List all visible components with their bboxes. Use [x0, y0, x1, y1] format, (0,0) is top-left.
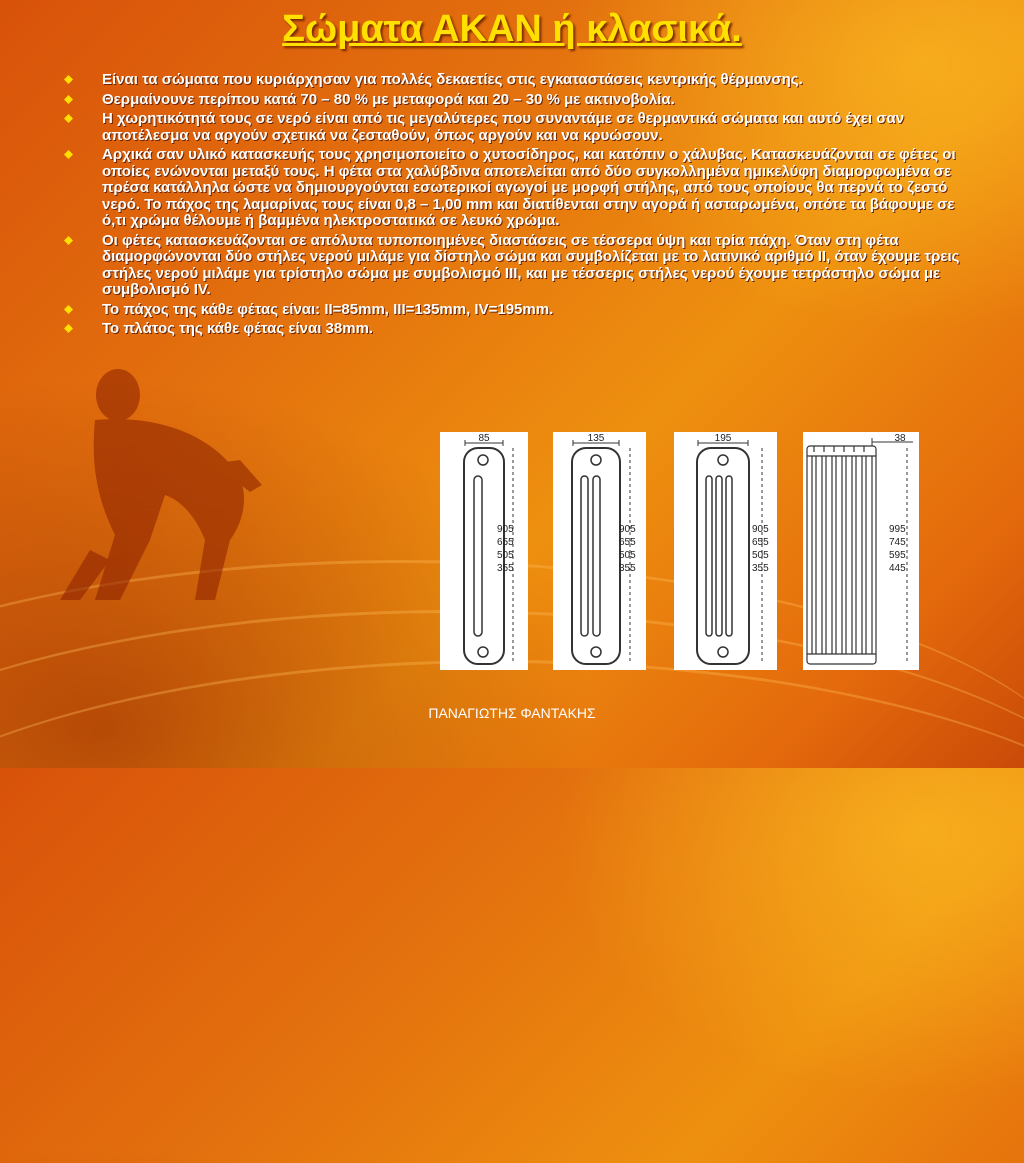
bullet-item — [62, 321, 967, 338]
bullet-item — [62, 92, 967, 109]
bullet-text: Η χωρητικότητά τους σε νερό είναι από τις μεγαλύτερες που συναντάμε σε θερμαντικά σώματα και αυτό έχει σαν αποτέλεσμα να αργούν σχετικά να ζεσταθούν, όπως αργούν και να κρυώσουν. — [102, 110, 905, 144]
bullet-item — [62, 111, 967, 144]
radiator-diagram-3-column — [553, 432, 646, 670]
bullet-diamond-icon — [64, 305, 73, 314]
bullet-diamond-icon — [64, 95, 73, 104]
bullet-text: Το πάχος της κάθε φέτας είναι: ΙΙ=85mm, ΙΙΙ=135mm, ΙV=195mm. — [102, 300, 554, 318]
bullet-item — [62, 147, 967, 230]
footer-author: ΠΑΝΑΓΙΩΤΗΣ ΦΑΝΤΑΚΗΣ — [428, 705, 596, 721]
width-label: 135 — [587, 433, 605, 444]
height-label: 445 — [889, 563, 906, 574]
height-label: 905 — [752, 524, 769, 535]
height-label: 995 — [889, 524, 906, 535]
height-label: 745 — [889, 537, 906, 548]
radiator-diagram-assembled — [803, 432, 919, 670]
bullet-item — [62, 233, 967, 299]
radiator-diagram-2-column — [440, 432, 528, 670]
width-label: 195 — [714, 433, 732, 444]
bullet-item — [62, 72, 967, 89]
radiator-diagram-4-column — [674, 432, 777, 670]
height-label: 355 — [619, 563, 636, 574]
height-label: 905 — [619, 524, 636, 535]
bullet-item — [62, 302, 967, 319]
height-label: 655 — [752, 537, 769, 548]
height-label: 355 — [752, 563, 769, 574]
bullet-diamond-icon — [64, 114, 73, 123]
height-label: 505 — [497, 550, 514, 561]
height-label: 505 — [619, 550, 636, 561]
height-label: 655 — [497, 537, 514, 548]
bullet-list — [62, 72, 967, 341]
slide-title: Σώματα ΑΚΑΝ ή κλασικά. — [282, 8, 742, 50]
bullet-text: Οι φέτες κατασκευάζονται σε απόλυτα τυποποιημένες διαστάσεις σε τέσσερα ύψη και τρία πάχη. Όταν στη φέτα διαμορφώνονται δύο στήλες νερού μιλάμε για δίστηλο σώμα και συμβολίζεται με το λατινικό αριθμό ΙΙ, όταν έχουμε τρεις στήλες νερού μιλάμε για τρίστηλο σώμα με συμβολισμό ΙΙΙ, και με τέσσερις στήλες νερού έχουμε τετράστηλο σώμα με συμβολισμό IV. — [102, 231, 960, 298]
height-label: 505 — [752, 550, 769, 561]
height-label: 595 — [889, 550, 906, 561]
bullet-diamond-icon — [64, 236, 73, 245]
bullet-text: Είναι τα σώματα που κυριάρχησαν για πολλές δεκαετίες στις εγκαταστάσεις κεντρικής θέρμανσης. — [102, 71, 803, 88]
bullet-diamond-icon — [64, 150, 73, 159]
height-label: 355 — [497, 563, 514, 574]
bullet-diamond-icon — [64, 75, 73, 84]
width-label: 85 — [478, 433, 490, 444]
bullet-diamond-icon — [64, 324, 73, 333]
bullet-text: Αρχικά σαν υλικό κατασκευής τους χρησιμοποιείτο ο χυτοσίδηρος, και κατόπιν ο χάλυβας. Κατασκευάζονται σε φέτες οι οποίες ενώνονται μεταξύ τους. Η φέτα στα χαλύβδινα αποτελείται από δύο συγκολλημένα ημικελύφη διαμορφωμένα σε πρέσα κατάλληλα ώστε να δημιουργούνται εσωτερικοί αγωγοί με μορφή στήλης, από τους οποίους θα περνά το ζεστό νερό. Το πάχος της λαμαρίνας τους είναι 0,8 – 1,00 mm και διατίθενται στην αγορά ή ασταρωμένα, οπότε τα βάφουμε σε ό,τι χρώμα θέλουμε ή βαμμένα ηλεκτροστατικά σε λευκό χρώμα. — [102, 146, 956, 229]
height-label: 655 — [619, 537, 636, 548]
bullet-text: Το πλάτος της κάθε φέτας είναι 38mm. — [102, 320, 374, 337]
width-label: 38 — [894, 433, 906, 444]
height-label: 905 — [497, 524, 514, 535]
bullet-text: Θερμαίνουνε περίπου κατά 70 – 80 % με μεταφορά και 20 – 30 % με ακτινοβολία. — [102, 90, 675, 108]
